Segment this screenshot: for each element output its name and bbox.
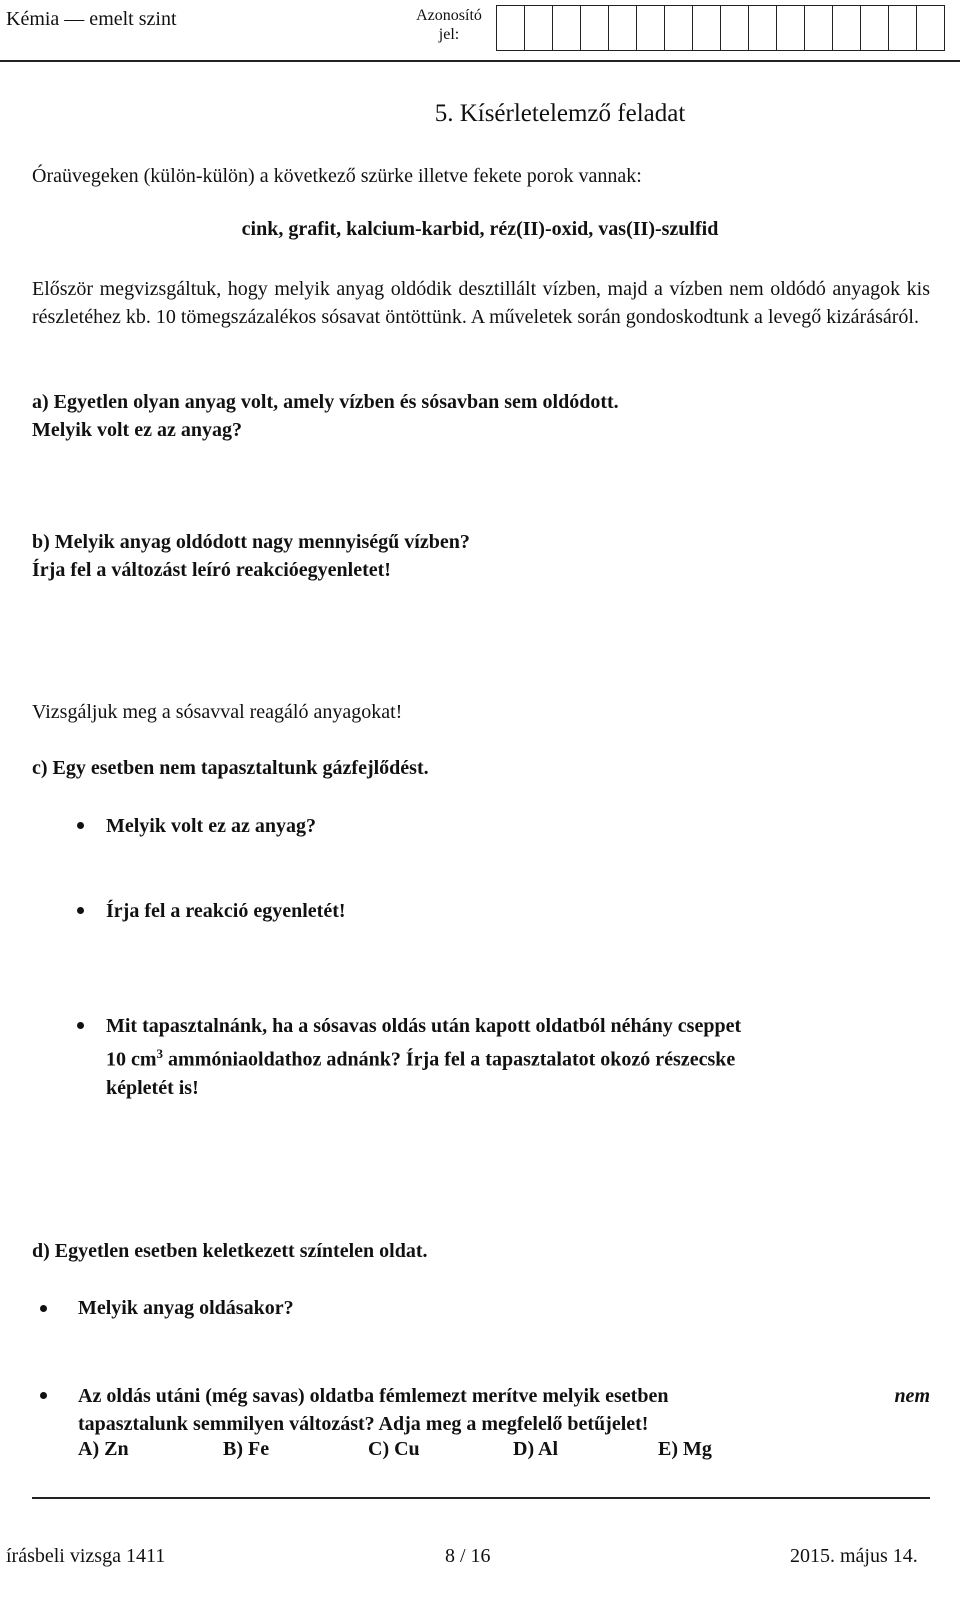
id-box[interactable] bbox=[608, 5, 637, 51]
d-bullet-2-line1: Az oldás utáni (még savas) oldatba fémlemezt merítve melyik esetben nem bbox=[78, 1385, 930, 1407]
question-a-line2: Melyik volt ez az anyag? bbox=[32, 419, 242, 441]
bullet-dot bbox=[77, 907, 84, 914]
task-intro: Óraüvegeken (külön-külön) a következő szürke illetve fekete porok vannak: bbox=[32, 165, 642, 187]
question-d: d) Egyetlen esetben keletkezett színtelen oldat. bbox=[32, 1240, 428, 1262]
bullet-dot bbox=[77, 1022, 84, 1029]
c-bullet-3 bbox=[106, 1012, 896, 1102]
c-bullet-2: Írja fel a reakció egyenletét! bbox=[106, 900, 346, 922]
c-bullet-3-line2: 10 $cm^3$ ammóniaoldathoz adnánk? Írja fel a tapasztalatot okozó részecske bbox=[106, 1046, 736, 1071]
c-bullet-3-line1: Mit tapasztalnánk, ha a sósavas oldás után kapott oldatból néhány cseppet bbox=[106, 1015, 742, 1037]
id-box[interactable] bbox=[832, 5, 861, 51]
footer-page-number: 8 / 16 bbox=[445, 1545, 491, 1567]
task-paragraph: Először megvizsgáltuk, hogy melyik anyag oldódik desztillált vízben, majd a vízben nem oldódó anyagok kis részletéhez kb. 10 tömegszázalékos sósavat öntöttünk. A műveletek során gondoskodtunk a levegő kizárásáról. bbox=[32, 278, 930, 328]
bullet-dot bbox=[77, 822, 84, 829]
option-c: C) Cu bbox=[368, 1438, 420, 1460]
id-label-line1: Azonosító bbox=[416, 7, 482, 24]
subject-header: Kémia — emelt szint bbox=[6, 8, 177, 30]
option-a: A) Zn bbox=[78, 1438, 129, 1460]
d-bullet-2-line2: tapasztalunk semmilyen változást? Adja meg a megfelelő betűjelet! bbox=[78, 1413, 649, 1435]
id-box[interactable] bbox=[496, 5, 525, 51]
substance-list: cink, grafit, kalcium-karbid, réz(II)-oxid, vas(II)-szulfid bbox=[241, 218, 719, 240]
question-a bbox=[32, 388, 619, 444]
id-box[interactable] bbox=[804, 5, 833, 51]
id-box[interactable] bbox=[692, 5, 721, 51]
bullet-dot bbox=[40, 1392, 47, 1399]
id-boxes bbox=[497, 5, 945, 51]
question-c: c) Egy esetben nem tapasztaltunk gázfejlődést. bbox=[32, 757, 429, 779]
task-title: 5. Kísérletelemző feladat bbox=[434, 100, 686, 127]
d-bullet-1: Melyik anyag oldásakor? bbox=[78, 1297, 294, 1319]
header-rule bbox=[0, 60, 960, 62]
question-b bbox=[32, 528, 470, 584]
option-b: B) Fe bbox=[223, 1438, 270, 1460]
id-label-line2: jel: bbox=[438, 26, 460, 43]
id-box[interactable] bbox=[524, 5, 553, 51]
c-bullet-3-line3: képletét is! bbox=[106, 1076, 199, 1099]
id-box[interactable] bbox=[776, 5, 805, 51]
footer-exam-code: írásbeli vizsga 1411 bbox=[6, 1545, 166, 1567]
id-box[interactable] bbox=[860, 5, 889, 51]
question-a-line1: a) Egyetlen olyan anyag volt, amely vízben és sósavban sem oldódott. bbox=[32, 391, 619, 413]
answer-options bbox=[78, 1438, 803, 1461]
option-d: D) Al bbox=[513, 1438, 558, 1460]
c-bullet-1: Melyik volt ez az anyag? bbox=[106, 815, 316, 837]
id-box[interactable] bbox=[580, 5, 609, 51]
id-box[interactable] bbox=[636, 5, 665, 51]
id-box[interactable] bbox=[664, 5, 693, 51]
question-b-line2: Írja fel a változást leíró reakcióegyenletet! bbox=[32, 559, 391, 581]
hcl-intro: Vizsgáljuk meg a sósavval reagáló anyagokat! bbox=[32, 701, 403, 723]
d-bullet-2 bbox=[78, 1382, 930, 1438]
id-box[interactable] bbox=[888, 5, 917, 51]
id-box[interactable] bbox=[720, 5, 749, 51]
option-e: E) Mg bbox=[658, 1438, 712, 1460]
footer-rule bbox=[32, 1497, 930, 1499]
bullet-dot bbox=[40, 1305, 47, 1312]
question-b-line1: b) Melyik anyag oldódott nagy mennyiségű vízben? bbox=[32, 531, 470, 553]
id-box[interactable] bbox=[916, 5, 945, 51]
id-box[interactable] bbox=[552, 5, 581, 51]
footer-date: 2015. május 14. bbox=[790, 1545, 918, 1567]
id-label bbox=[410, 6, 488, 44]
id-box[interactable] bbox=[748, 5, 777, 51]
